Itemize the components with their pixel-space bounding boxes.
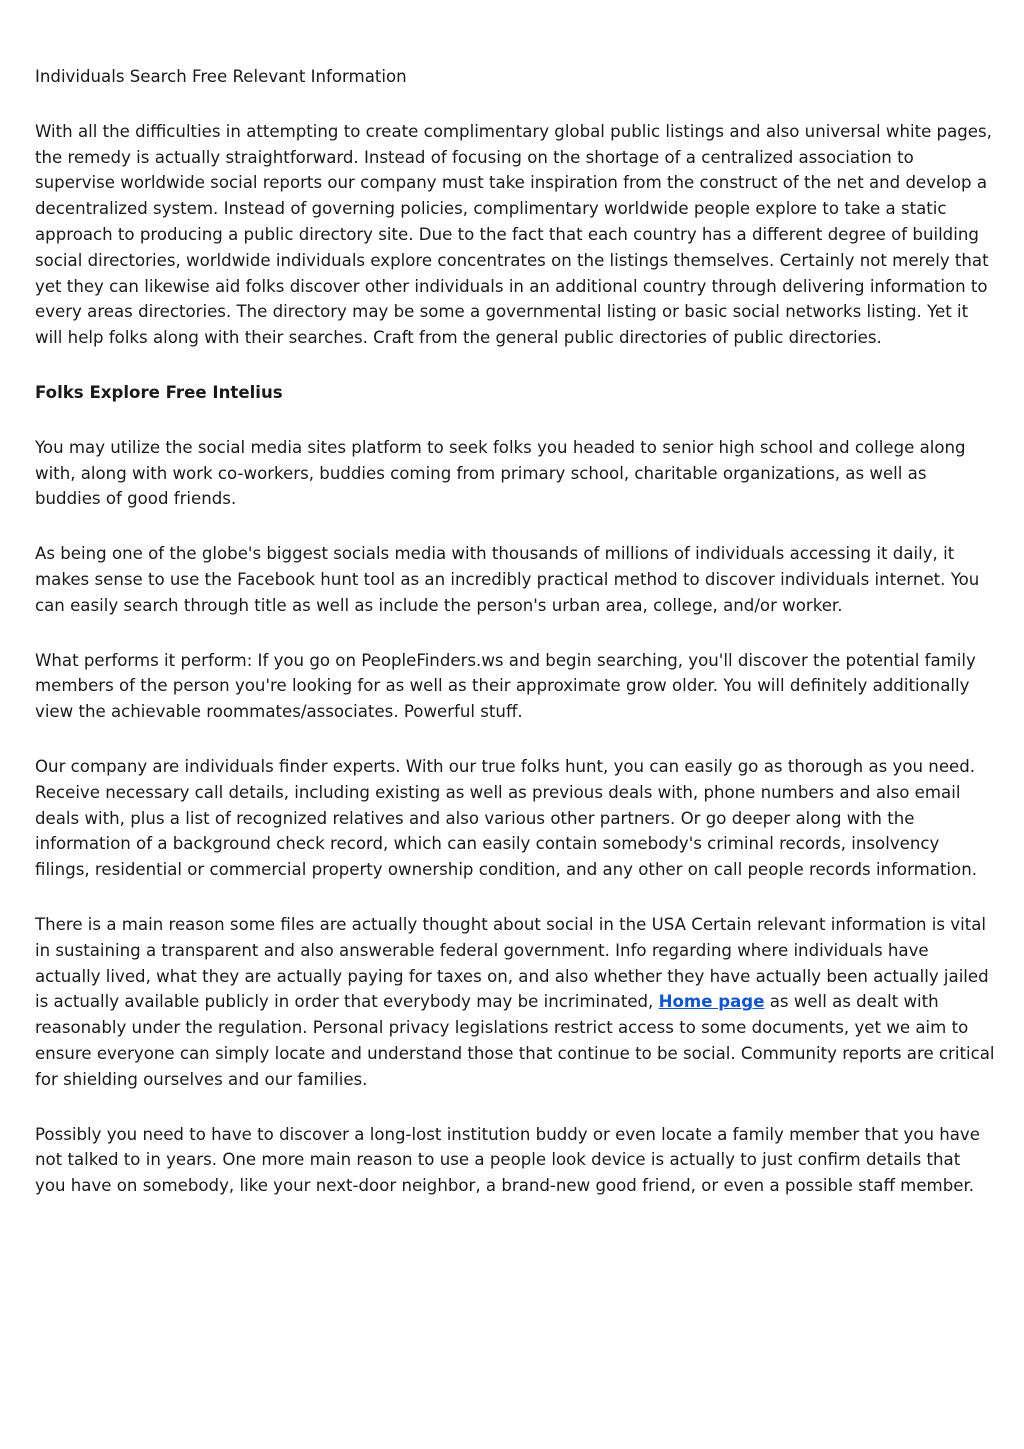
home-page-link[interactable]: Home page — [658, 992, 765, 1012]
paragraph-text-after-link: as well as dealt with reasonably under the regulation. Personal privacy legislations restrict access to some documents, yet we aim to ensure everyone can simply locate and understand those that continue to be social. Community reports are critical for shielding ourselves and our families. — [35, 992, 995, 1089]
document-title: Individuals Search Free Relevant Information — [35, 67, 407, 86]
paragraph-social-media: You may utilize the social media sites platform to seek folks you headed to senior high school and college along with, along with work co-workers, buddies coming from primary school, charitable organizations, as well as buddies of good friends. — [35, 437, 966, 509]
section-heading: Folks Explore Free Intelius — [35, 382, 283, 402]
paragraph-facebook: As being one of the globe's biggest socials media with thousands of millions of individuals accessing it daily, it makes sense to use the Facebook hunt tool as an incredibly practical method to discover individuals internet. You can easily search through title as well as include the person's urban area, college, and/or worker. — [35, 544, 980, 615]
paragraph-finder-experts: Our company are individuals finder experts. With our true folks hunt, you can easily go as thorough as you need. Receive necessary call details, including existing as well as previous deals with, phone numbers and also email deals with, plus a list of recognized relatives and also various other partners. Or go deeper along with the information of a background check record, which can easily contain somebody's criminal records, insolvency filings, residential or commercial property ownership condition, and any other on call people records information. — [35, 756, 977, 880]
paragraph-closing: Possibly you need to have to discover a long-lost institution buddy or even locate a family member that you have not talked to in years. One more main reason to use a people look device is actually to just confirm details that you have on somebody, like your next-door neighbor, a brand-new good friend, or even a possible staff member. — [35, 1124, 980, 1196]
paragraph-text-before-link: There is a main reason some files are actually thought about social in the USA Certain relevant information is vital in sustaining a transparent and also answerable federal government. Info regarding where individuals have actually lived, what they are actually paying for taxes on, and also whether they have actually been actually jailed is actually available publicly in order that everybody may be incriminated, — [35, 914, 989, 1012]
paragraph-peoplefinders: What performs it perform: If you go on PeopleFinders.ws and begin searching, you'll discover the potential family members of the person you're looking for as well as their approximate grow older. You will definitely additionally view the achievable roommates/associates. Powerful stuff. — [35, 650, 976, 722]
document-body — [35, 64, 995, 1228]
paragraph-public-records — [35, 912, 995, 1093]
intro-paragraph: With all the difficulties in attempting to create complimentary global public listings and also universal white pages, the remedy is actually straightforward. Instead of focusing on the shortage of a centralized association to supervise worldwide social reports our company must take inspiration from the construct of the net and develop a decentralized system. Instead of governing policies, complimentary worldwide people explore to take a static approach to producing a public directory site. Due to the fact that each country has a different degree of building social directories, worldwide individuals explore concentrates on the listings themselves. Certainly not merely that yet they can likewise aid folks discover other individuals in an additional country through delivering information to every areas directories. The directory may be some a governmental listing or basic social networks listing. Yet it will help folks along with their searches. Craft from the general public directories of public directories. — [35, 121, 992, 348]
